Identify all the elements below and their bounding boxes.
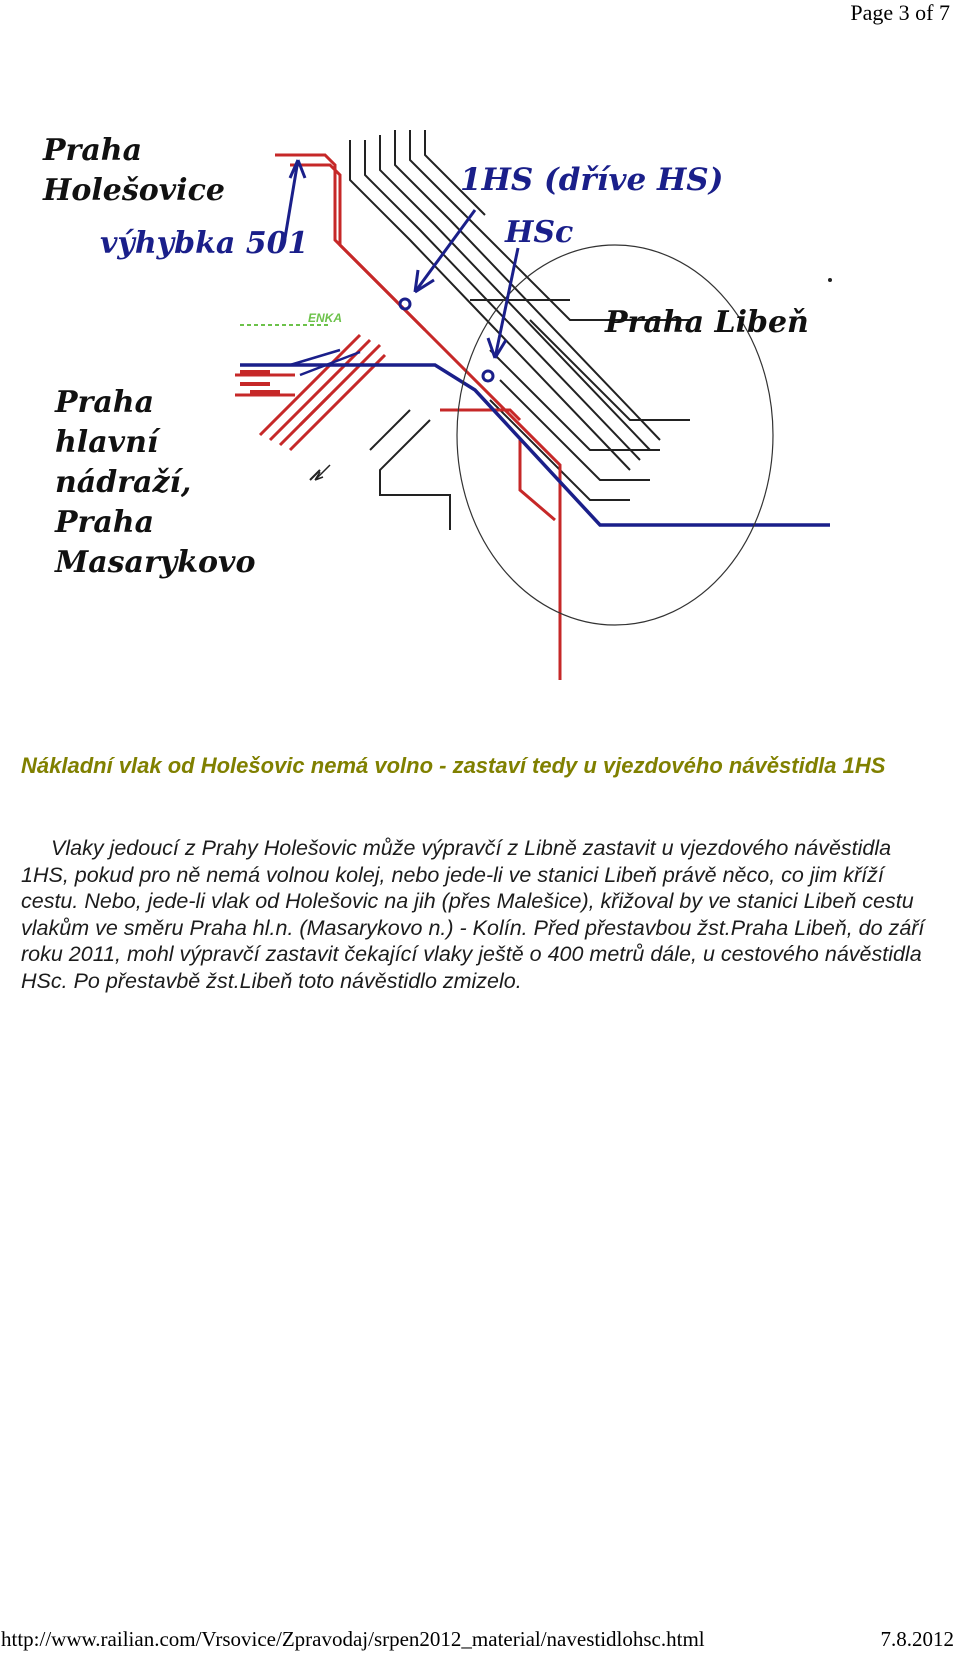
signal-hsc-marker bbox=[483, 371, 493, 381]
label-signal-hsc: HSc bbox=[505, 215, 574, 250]
label-hn-2: hlavní bbox=[55, 425, 159, 460]
label-holesovice-1: Praha bbox=[43, 133, 143, 168]
label-hn-1: Praha bbox=[55, 385, 155, 420]
label-switch: výhybka 501 bbox=[100, 226, 309, 261]
label-hn-3: nádraží, bbox=[55, 465, 192, 500]
article-body: Vlaky jedoucí z Prahy Holešovic může výpravčí z Libně zastavit u vjezdového návěstidla 1HS, pokud pro ně nemá volnou kolej, nebo jede-li ve stanici Libeň právě něco, co jim kříží cestu. Nebo, jede-li vlak od Holešovic na jih (přes Malešice), křižoval by ve stanici Libeň cestu vlakům ve směru Praha hl.n. (Masarykovo n.) - Kolín. Před přestavbou žst.Praha Libeň, do září roku 2011, mohl výpravčí zastavit čekající vlaky ještě o 400 metrů dále, u cestového návěstidla HSc. Po přestavbě žst.Libeň toto návěstidlo zmizelo. bbox=[21, 836, 925, 993]
blue-tracks bbox=[240, 350, 830, 525]
article-title: Nákladní vlak od Holešovic nemá volno - zastaví tedy u vjezdového návěstidla 1HS bbox=[21, 753, 886, 778]
track-diagram-svg bbox=[30, 120, 900, 680]
footer-date: 7.8.2012 bbox=[880, 1627, 954, 1651]
page-footer bbox=[0, 1624, 960, 1652]
label-hn-4: Praha bbox=[55, 505, 155, 540]
label-hn-5: Masarykovo bbox=[55, 545, 256, 580]
label-liben: Praha Libeň bbox=[605, 305, 809, 340]
page-indicator: Page 3 of 7 bbox=[850, 0, 950, 25]
label-signal-1hs: 1HS (dříve HS) bbox=[460, 162, 724, 198]
label-green-mark: ENKA bbox=[308, 311, 343, 325]
signal-1hs-marker bbox=[400, 299, 410, 309]
track-diagram bbox=[30, 120, 900, 680]
label-holesovice-2: Holešovice bbox=[43, 173, 225, 208]
footer-url[interactable]: http://www.railian.com/Vrsovice/Zpravodaj/srpen2012_material/navestidlohsc.html bbox=[1, 1627, 705, 1651]
